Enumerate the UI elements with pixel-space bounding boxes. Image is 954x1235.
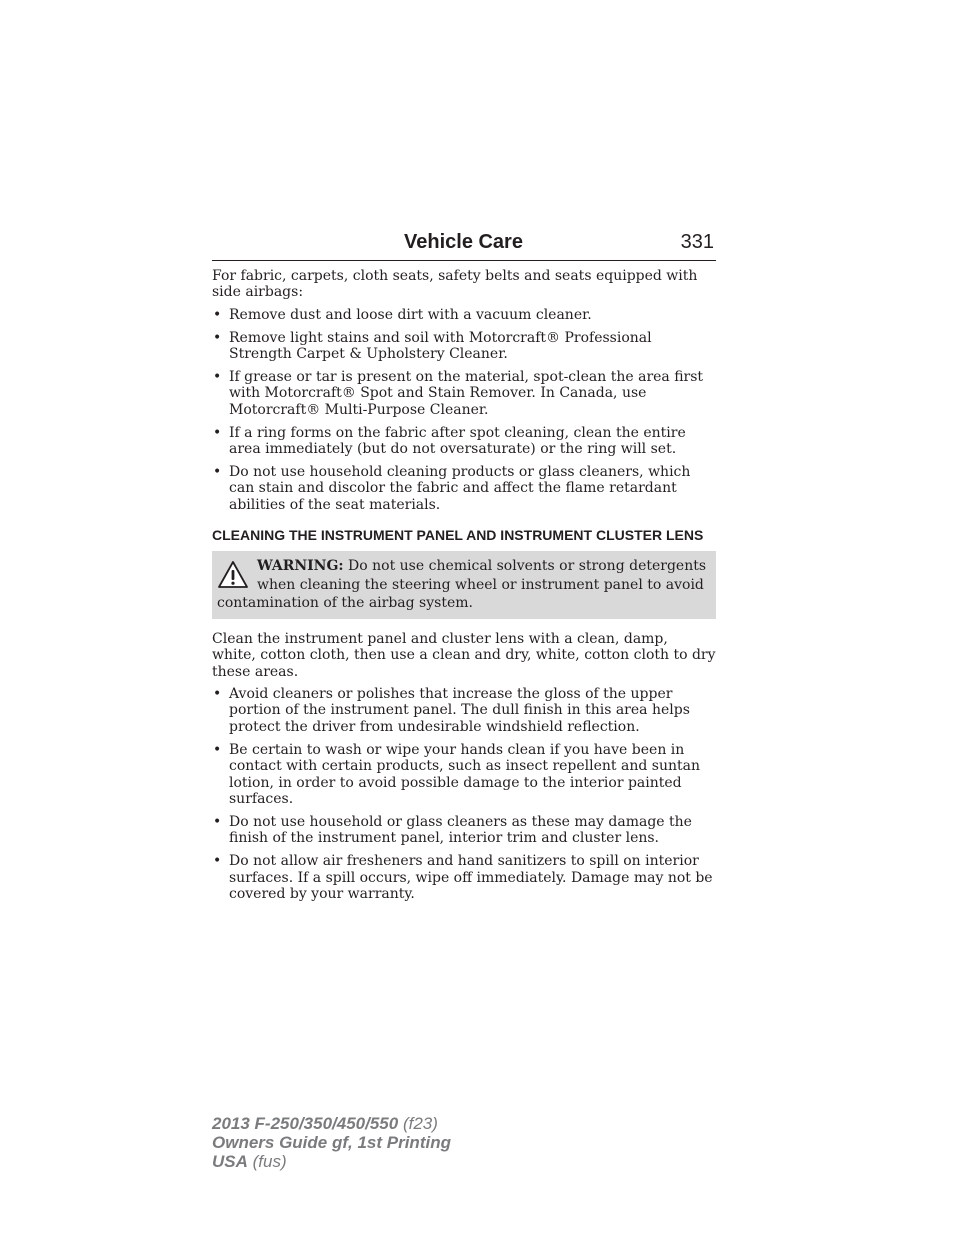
page-footer (212, 1114, 451, 1171)
list-item: • Do not allow air fresheners and hand sanitizers to spill on interior surfaces. If a spill occurs, wipe off immediately. Damage may not be covered by your warranty. (212, 853, 716, 902)
list-item: • If grease or tar is present on the material, spot-clean the area first with Motorcraft® Spot and Stain Remover. In Canada, use Motorcraft® Multi-Purpose Cleaner. (212, 369, 716, 418)
list-item: • If a ring forms on the fabric after spot cleaning, clean the entire area immediately (but do not oversaturate) or the ring will set. (212, 425, 716, 458)
list-item: • Be certain to wash or wipe your hands clean if you have been in contact with certain products, such as insect repellent and suntan lotion, in order to avoid possible damage to the interior painted surfaces. (212, 742, 716, 808)
list-item: • Avoid cleaners or polishes that increase the gloss of the upper portion of the instrument panel. The dull finish in this area helps protect the driver from undesirable windshield reflection. (212, 686, 716, 735)
footer-line-model (212, 1114, 451, 1133)
page-header (212, 229, 716, 261)
footer-line-market (212, 1152, 451, 1171)
header-title: Vehicle Care (404, 231, 523, 253)
footer-model: 2013 F-250/350/450/550 (212, 1114, 399, 1133)
footer-guide: Owners Guide gf, 1st Printing (212, 1133, 451, 1152)
footer-line-guide (212, 1133, 451, 1152)
warning-box (212, 551, 716, 619)
footer-market-code: (fus) (247, 1152, 287, 1171)
page-number: 331 (680, 231, 714, 253)
list-item: • Remove dust and loose dirt with a vacuum cleaner. (212, 307, 716, 323)
warning-label: WARNING: (257, 558, 344, 575)
instrument-bullet-list (212, 686, 716, 902)
footer-market: USA (212, 1152, 248, 1171)
fabric-bullet-list (212, 307, 716, 513)
section-heading: CLEANING THE INSTRUMENT PANEL AND INSTRUMENT CLUSTER LENS (212, 527, 704, 544)
page-content (212, 268, 716, 909)
intro-paragraph: For fabric, carpets, cloth seats, safety belts and seats equipped with side airbags: (212, 268, 698, 301)
warning-text: Do not use chemical solvents or strong detergents when cleaning the steering wheel or instrument panel to avoid contamination of the airbag system. (217, 558, 707, 612)
list-item: • Remove light stains and soil with Motorcraft® Professional Strength Carpet & Upholstery Cleaner. (212, 330, 716, 363)
list-item: • Do not use household cleaning products or glass cleaners, which can stain and discolor the fabric and affect the flame retardant abilities of the seat materials. (212, 464, 716, 513)
warning-triangle-icon (217, 560, 249, 594)
footer-model-code: (f23) (398, 1114, 438, 1133)
list-item: • Do not use household or glass cleaners as these may damage the finish of the instrument panel, interior trim and cluster lens. (212, 814, 716, 847)
section-paragraph: Clean the instrument panel and cluster lens with a clean, damp, white, cotton cloth, then use a clean and dry, white, cotton cloth to dry these areas. (212, 630, 716, 680)
